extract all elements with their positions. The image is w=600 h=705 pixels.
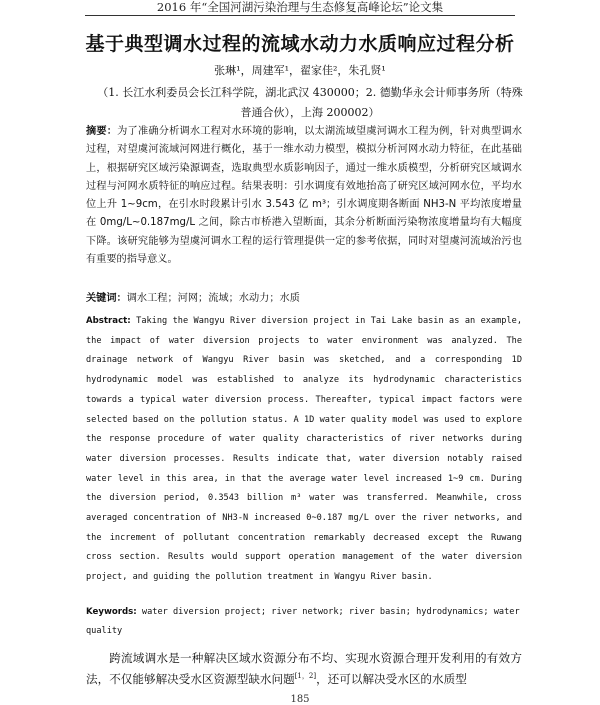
body-text-part-2: ，还可以解决受水区的水质型 [316, 672, 467, 686]
page-number: 185 [290, 694, 310, 705]
abstract-cn-text: 为了准确分析调水工程对水环境的影响，以太湖流域望虞河调水工程为例，针对典型调水过程，对望虞河流域河网进行概化，基于一维水动力模型，模拟分析河网水动力特征，在此基础上，根据研究区域污染源调查，选取典型水质影响因子，通过一维水质模型，分析研究区域调水过程与河网水质特征的响应过程。结果表明：引水调度有效地抬高了研究区域河网水位，平均水位上升 1~9cm，在引水时段累计引水 3.543 亿 m³；引水调度期各断面 NH3-N 平均浓度增量在 0mg/L~0.187mg/L 之间，除古市桥港入望断面，其余分析断面污染物浓度增量均有大幅度下降。该研究能够为望虞河调水工程的运行管理提供一定的参考依据，同时对望虞河流域治污也有重要的指导意义。 [86, 126, 523, 266]
abstract-en-text: Taking the Wangyu River diversion project in Tai Lake basin as an example, the impact of water diversion projects to water environment was analyzed. The drainage network of Wangyu River basin was sketched, and a corresponding 1D hydrodynamic model was established to analyze its hydrodynamic characteristics towards a typical water diversion process. Thereafter, typical impact factors were selected based on the pollution status. A 1D water quality model was used to explore the response procedure of water quality characteristics of river networks during water diversion processes. Results indicate that, water diversion notably raised water level in this area, in that the average water level increased 1~9 cm. During the diversion period, 0.3543 billion m³ water was transferred. Meanwhile, cross averaged concentration of NH3-N increased 0~0.187 mg/L over the river networks, and the increment of pollutant concentration remarkably decreased except the Ruwang cross section. Results would support operation management of the water diversion project, and guiding the pollution treatment in Wangyu River basin. [86, 316, 522, 583]
keywords-cn-text: 调水工程；河网；流域；水动力；水质 [126, 293, 300, 304]
keywords-cn [86, 291, 522, 307]
paper-title: 基于典型调水过程的流域水动力水质响应过程分析 [85, 33, 515, 55]
body-text-part-1: 跨流域调水是一种解决区域水资源分布不均、实现水资源合理开发利用的有效方法，不仅能够解决受水区资源型缺水问题 [86, 651, 522, 686]
keywords-cn-label: 关键词： [86, 293, 127, 304]
authors: 张琳¹，周建军¹，翟家佳²，朱孔贤¹ [214, 64, 386, 77]
running-header: 2016 年“全国河湖污染治理与生态修复高峰论坛”论文集 [156, 0, 444, 14]
body-paragraph [86, 648, 522, 690]
abstract-cn [86, 123, 522, 269]
keywords-en-label: Keywords: [86, 607, 137, 617]
affiliation: （1. 长江水利委员会长江科学院，湖北武汉 430000；2. 德勤华永会计师事务所（特殊普通合伙），上海 200002） [97, 86, 523, 119]
abstract-en [86, 312, 522, 588]
abstract-cn-label: 摘要： [86, 126, 118, 137]
citation-superscript: [1，2] [294, 672, 317, 681]
header-rule [85, 15, 515, 16]
keywords-en-text: water diversion project; river network; river basin; hydrodynamics; water quality [86, 607, 520, 636]
abstract-en-label: Abstract: [86, 316, 131, 326]
keywords-en [86, 603, 522, 641]
